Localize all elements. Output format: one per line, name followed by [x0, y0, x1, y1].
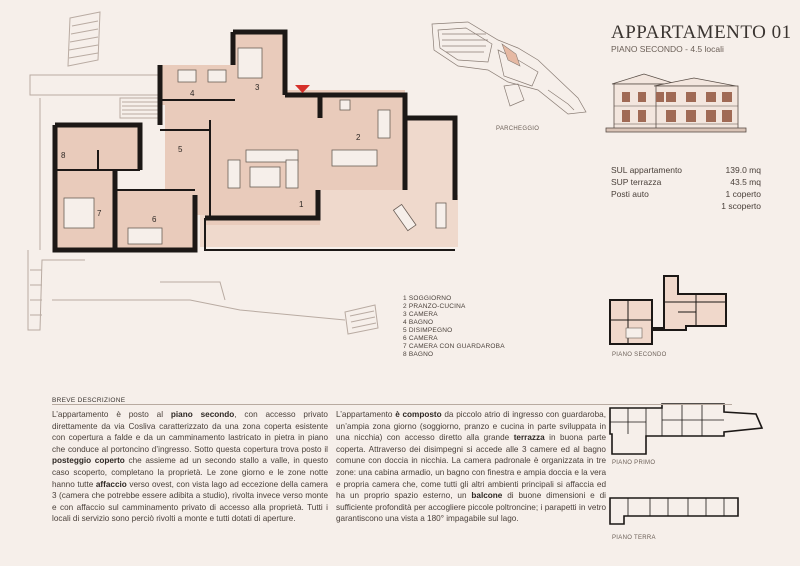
body-text: , con accesso privato direttamente da via Cosliva caratterizzato da una zona coperta esistente con copertura a falde e da un camminamento lastricato in pietra in piano che conduce al portoncino d’ingresso. Sotto questa copertura trova posto il	[52, 410, 328, 454]
room-number-3: 3	[255, 83, 260, 92]
thumb-piano-primo	[606, 402, 766, 456]
highlight-text: balcone	[471, 491, 503, 501]
floor-plan	[0, 0, 470, 345]
legend-item: 4 BAGNO	[403, 319, 434, 326]
stat-value: 139.0 mq	[725, 165, 761, 175]
room-number-2: 2	[356, 133, 361, 142]
floor-label-second: PIANO SECONDO	[612, 352, 667, 358]
body-text: L’appartamento è posto al	[52, 410, 171, 419]
thumb-piano-secondo	[606, 272, 736, 348]
elevation-drawing	[604, 66, 750, 136]
room-number-1: 1	[299, 200, 304, 209]
page-title: APPARTAMENTO 01	[611, 22, 792, 43]
stat-value: 43.5 mq	[730, 177, 761, 187]
site-label: PARCHEGGIO	[496, 126, 540, 132]
page-subtitle: PIANO SECONDO - 4.5 locali	[611, 44, 724, 54]
description-left	[52, 409, 328, 525]
room-number-7: 7	[97, 209, 102, 218]
stat-label: SUP terrazza	[611, 177, 662, 187]
floor-label-ground: PIANO TERRA	[612, 535, 656, 541]
highlight-text: posteggio coperto	[52, 456, 125, 466]
room-number-4: 4	[190, 89, 195, 98]
legend-item: 1 SOGGIORNO	[403, 295, 452, 302]
highlight-text: affaccio	[95, 479, 127, 489]
highlight-text: è composto	[395, 410, 442, 419]
legend-item: 5 DISIMPEGNO	[403, 327, 453, 334]
body-text: L’appartamento	[336, 410, 396, 419]
body-text: verso ovest, con vista lago ad eccezione della camera 3 (camera che potrebbe essere adibita a studio), rivolta invece verso monte e con affaccio sul camminamento privato di accesso alla proprietà. Tutti i locali di servizio sono perciò rivolti a monte e tutti dotati di aperture.	[52, 479, 328, 524]
description-right	[336, 409, 606, 525]
floor-label-first: PIANO PRIMO	[612, 460, 656, 466]
stat-value: 1 scoperto	[721, 201, 761, 211]
section-title: BREVE DESCRIZIONE	[52, 397, 126, 404]
highlight-text: piano secondo	[170, 410, 235, 419]
body-text: da piccolo atrio di ingresso con guardaroba, un’ampia zona giorno (soggiorno, pranzo e cucina in parte sviluppata in una nicchia) con accesso diretto alla grande	[336, 410, 606, 443]
legend-item: 2 PRANZO-CUCINA	[403, 303, 466, 310]
stat-value: 1 coperto	[725, 189, 761, 199]
room-number-8: 8	[61, 151, 66, 160]
body-text: in buona parte coperta. Attraverso dei disimpegni si accede alle 3 camere ed al bagno comune con doccia in nicchia. La camera padronale è organizzata in tre zone: una cabina armadio, un bagno con finestra e ampia doccia e la vera e propria camera che, come tutti gli altri ambienti principali si affaccia ed ha un proprio spazio esterno, un	[336, 433, 606, 501]
room-number-6: 6	[152, 215, 157, 224]
legend-item: 3 CAMERA	[403, 311, 438, 318]
stat-label: Posti auto	[611, 189, 649, 199]
body-text: di buone dimensioni e di sufficiente profondità per accogliere piccole poltroncine; i parapetti in vetro garantiscono una vista a 180° impagabile sul lago.	[336, 491, 606, 524]
legend-item: 8 BAGNO	[403, 351, 434, 358]
section-divider	[52, 404, 732, 405]
highlight-text: terrazza	[513, 433, 545, 443]
legend-item: 7 CAMERA CON GUARDAROBA	[403, 343, 505, 350]
room-number-5: 5	[178, 145, 183, 154]
legend-item: 6 CAMERA	[403, 335, 438, 342]
body-text: che assieme ad un secondo stallo a valle, in questo caso scoperto, completano la proprietà. Le zone giorno e le zone notte hanno tutte	[52, 456, 329, 489]
site-plan	[428, 20, 590, 130]
thumb-piano-terra	[606, 494, 746, 528]
stat-label: SUL appartamento	[611, 165, 683, 175]
